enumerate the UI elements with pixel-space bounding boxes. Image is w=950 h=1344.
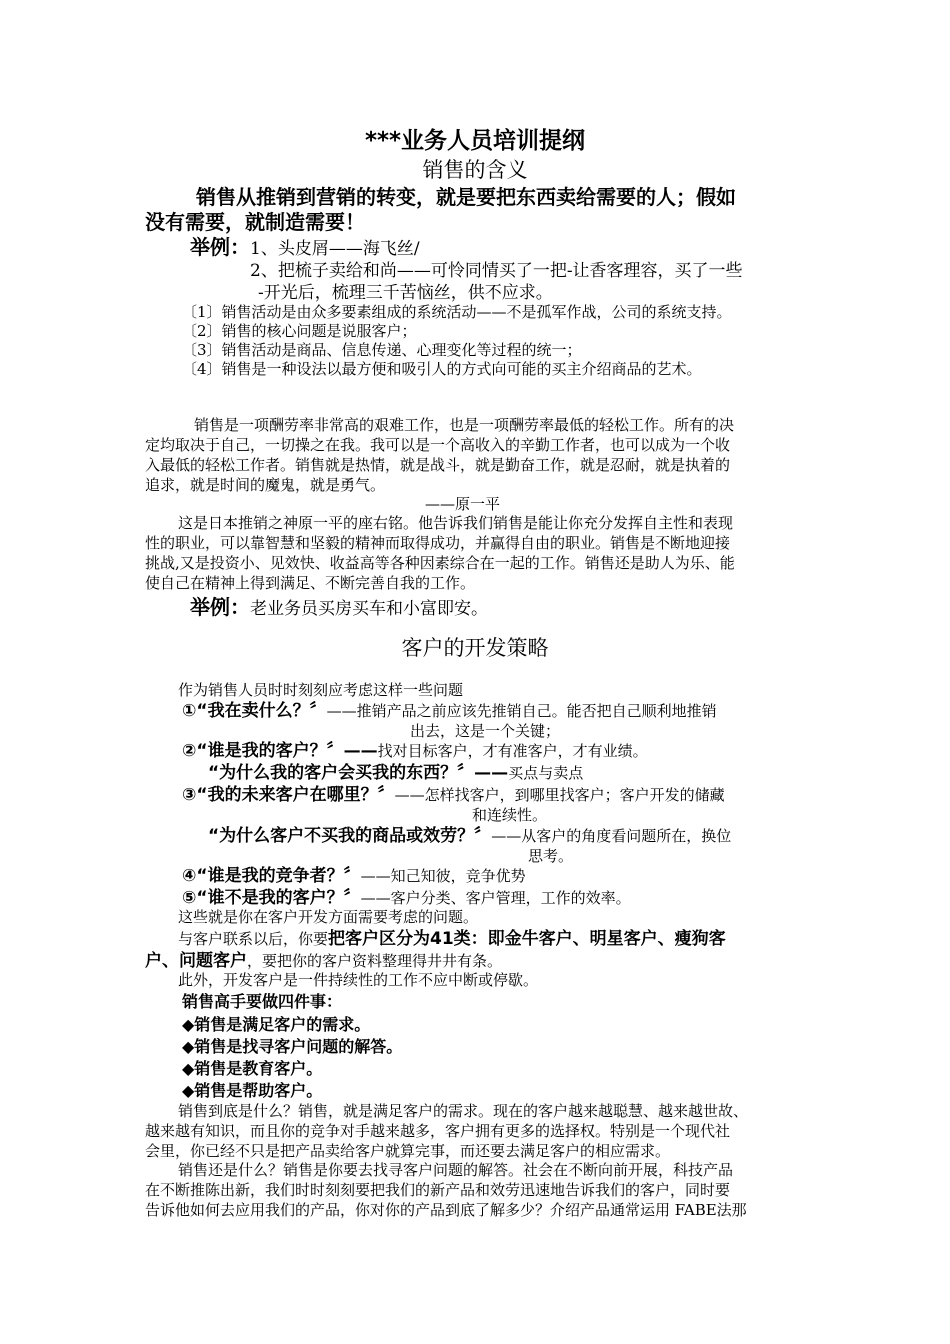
quote-line-2: 定均取决于自己，一切操之在我。我可以是一个高收入的辛勤工作者，也可以成为一个收 bbox=[145, 436, 731, 454]
point-2: 〔2〕销售的核心问题是说服客户； bbox=[182, 322, 417, 340]
question-3 bbox=[182, 787, 725, 804]
quote-line-4: 追求，就是时间的魔鬼，就是勇气。 bbox=[145, 476, 386, 494]
question-answer: ——从客户的角度看问题所在，换位 bbox=[491, 827, 732, 845]
four-things-item-4: ◆销售是帮助客户。 bbox=[182, 1081, 323, 1100]
question-3b bbox=[208, 828, 731, 845]
question-2b bbox=[208, 765, 583, 782]
contact-highlight: 把客户区分为41类：即金牛客户、明星客户、瘦狗客 bbox=[328, 929, 726, 949]
example-label: 举例： bbox=[190, 595, 250, 619]
contact-line-1 bbox=[178, 931, 726, 948]
four-things-item-1: ◆销售是满足客户的需求。 bbox=[182, 1015, 371, 1034]
contact-text: ，要把你的客户资料整理得井井有条。 bbox=[247, 952, 503, 970]
example-label: 举例： bbox=[190, 235, 250, 259]
section-heading-customer-development: 客户的开发策略 bbox=[401, 636, 549, 660]
quote-line-1: 销售是一项酬劳率非常高的艰难工作，也是一项酬劳率最低的轻松工作。所有的决 bbox=[194, 416, 735, 434]
four-things-title: 销售高手要做四件事： bbox=[182, 992, 343, 1011]
paragraph-1-line-3: 会里，你已经不只是把产品卖给客户就算完事，而还要去满足客户的相应需求。 bbox=[145, 1142, 671, 1160]
question-answer: ——怎样找客户，到哪里找客户；客户开发的储藏 bbox=[394, 786, 725, 804]
contact-text: 与客户联系以后，你要 bbox=[178, 930, 329, 948]
questions-summary: 这些就是你在客户开发方面需要考虑的问题。 bbox=[178, 908, 479, 926]
motto-line-2: 性的职业，可以靠智慧和坚毅的精神而取得成功，并赢得自由的职业。销售是不断地迎接 bbox=[145, 534, 731, 552]
question-1 bbox=[182, 703, 717, 720]
example-text: 1、头皮屑——海飞丝/ bbox=[250, 239, 420, 259]
questions-intro: 作为销售人员时时刻刻应考虑这样一些问题 bbox=[178, 681, 464, 699]
question-answer: 找对目标客户，才有准客户，才有业绩。 bbox=[377, 742, 648, 760]
example-row-1 bbox=[190, 237, 420, 258]
paragraph-2-line-1: 销售还是什么？销售是你要去找寻客户问题的解答。社会在不断向前开展，科技产品 bbox=[178, 1161, 734, 1179]
continuous-work-line: 此外，开发客户是一件持续性的工作不应中断或停歇。 bbox=[178, 971, 539, 989]
question-answer: ——客户分类、客户管理，工作的效率。 bbox=[360, 889, 631, 907]
question-answer: 买点与卖点 bbox=[508, 764, 584, 782]
four-things-item-2: ◆销售是找寻客户问题的解答。 bbox=[182, 1037, 403, 1056]
question-2 bbox=[182, 743, 648, 760]
question-title: ④“谁是我的竞争者？〞 bbox=[182, 866, 361, 886]
intro-line-2: 没有需要，就制造需要！ bbox=[145, 210, 365, 234]
example-row-3 bbox=[190, 597, 488, 618]
point-4: 〔4〕销售是一种设法以最方便和吸引人的方式向可能的买主介绍商品的艺术。 bbox=[182, 360, 702, 378]
quote-author: ——原一平 bbox=[425, 495, 501, 513]
example-2-line-1: 2、把梳子卖给和尚——可怜同情买了一把-让香客理容，买了一些 bbox=[250, 261, 743, 281]
question-title: ⑤“谁不是我的客户？〞 bbox=[182, 888, 361, 908]
question-3-cont: 和连续性。 bbox=[472, 806, 548, 824]
question-5 bbox=[182, 890, 631, 907]
intro-line-1: 销售从推销到营销的转变，就是要把东西卖给需要的人；假如 bbox=[196, 185, 736, 209]
motto-line-3: 挑战,又是投资小、见效快、收益高等各种因素综合在一起的工作。销售还是助人为乐、能 bbox=[145, 554, 735, 572]
question-title: ②“谁是我的客户？〞—— bbox=[182, 741, 378, 761]
quote-line-3: 入最低的轻松工作者。销售就是热情，就是战斗，就是勤奋工作，就是忍耐，就是执着的 bbox=[145, 456, 731, 474]
section-heading-sales-meaning: 销售的含义 bbox=[422, 158, 528, 182]
point-3: 〔3〕销售活动是商品、信息传递、心理变化等过程的统一； bbox=[182, 341, 582, 359]
question-title: ①“我在卖什么？〞 bbox=[182, 701, 327, 721]
question-title: ③“我的未来客户在哪里？〞 bbox=[182, 785, 395, 805]
question-title: “为什么我的客户会买我的东西？〞—— bbox=[208, 763, 509, 783]
motto-line-1: 这是日本推销之神原一平的座右铭。他告诉我们销售是能让你充分发挥自主性和表现 bbox=[178, 514, 734, 532]
contact-highlight: 户、问题客户 bbox=[145, 951, 247, 971]
paragraph-2-line-2: 在不断推陈出新，我们时时刻刻要把我们的新产品和效劳迅速地告诉我们的客户，同时要 bbox=[145, 1181, 731, 1199]
question-title: “为什么客户不买我的商品或效劳？〞 bbox=[208, 826, 492, 846]
paragraph-1-line-1: 销售到底是什么？销售，就是满足客户的需求。现在的客户越来越聪慧、越来越世故、 bbox=[178, 1102, 749, 1120]
question-answer: ——知己知彼，竞争优势 bbox=[360, 867, 526, 885]
example-2-line-2: -开光后，梳理三千苦恼丝，供不应求。 bbox=[258, 283, 553, 303]
motto-line-4: 使自己在精神上得到满足、不断完善自我的工作。 bbox=[145, 574, 476, 592]
question-4 bbox=[182, 868, 526, 885]
point-1: 〔1〕销售活动是由众多要素组成的系统活动——不是孤军作战，公司的系统支持。 bbox=[182, 303, 732, 321]
question-answer: ——推销产品之前应该先推销自己。能否把自己顺利地推销 bbox=[326, 702, 717, 720]
question-1-cont: 出去，这是一个关键； bbox=[410, 722, 561, 740]
paragraph-1-line-2: 越来越有知识，而且你的竞争对手越来越多，客户拥有更多的选择权。特别是一个现代社 bbox=[145, 1122, 731, 1140]
contact-line-2 bbox=[145, 953, 502, 970]
document-title: ***业务人员培训提纲 bbox=[364, 128, 586, 154]
paragraph-2-line-3: 告诉他如何去应用我们的产品，你对你的产品到底了解多少？介绍产品通常运用 FABE法那 bbox=[145, 1201, 747, 1219]
four-things-item-3: ◆销售是教育客户。 bbox=[182, 1059, 323, 1078]
question-3b-cont: 思考。 bbox=[528, 847, 574, 865]
example-text: 老业务员买房买车和小富即安。 bbox=[250, 599, 488, 619]
